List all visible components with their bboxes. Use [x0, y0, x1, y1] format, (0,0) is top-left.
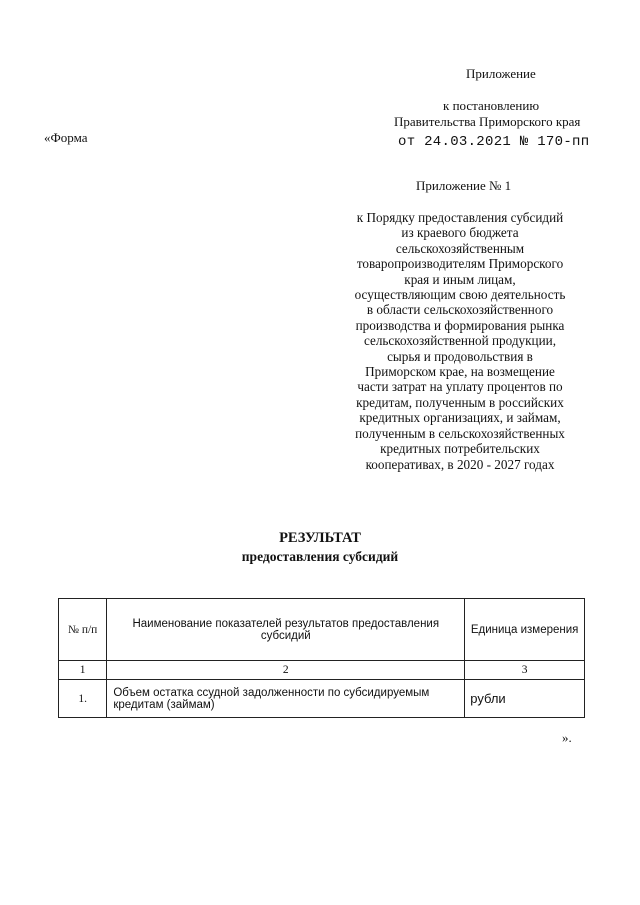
appendix-line: из краевого бюджета: [401, 225, 519, 241]
appendix-line: кредитных потребительских: [380, 441, 540, 457]
form-label: «Форма: [44, 130, 88, 145]
appendix-line: производства и формирования рынка: [355, 317, 565, 333]
numbering-cell: 2: [107, 661, 465, 680]
appendix-line: кооперативах, в 2020 - 2027 годах: [365, 456, 555, 472]
appendix-1-text: [330, 210, 590, 472]
government-label: Правительства Приморского края: [394, 114, 581, 129]
header-cell-unit: Единица измерения: [465, 599, 585, 661]
appendix-line: товаропроизводителям Приморского: [356, 256, 564, 272]
row-number-cell: 1.: [59, 680, 107, 718]
numbering-cell: 1: [59, 661, 107, 680]
appendix-1-title: Приложение № 1: [416, 178, 512, 193]
numbering-cell: 3: [465, 661, 585, 680]
appendix-label: Приложение: [466, 66, 536, 81]
table-row: [59, 680, 585, 718]
header-cell-number: № п/п: [59, 599, 107, 661]
appendix-line: кредитных организациях, и займам,: [359, 410, 561, 426]
table-header-row: [59, 599, 585, 661]
appendix-line: сырья и продовольствия в: [387, 348, 533, 364]
closing-quote: ».: [562, 730, 572, 745]
resolution-date-number: от 24.03.2021 № 170-пп: [398, 134, 590, 150]
appendix-line: Приморском крае, на возмещение: [365, 364, 555, 380]
row-indicator-cell: Объем остатка ссудной задолженности по субсидируемым кредитам (займам): [107, 680, 465, 718]
appendix-line: сельскохозяйственной продукции,: [363, 333, 557, 349]
results-table: [58, 598, 585, 718]
appendix-line: края и иным лицам,: [404, 271, 516, 287]
header-cell-indicator: Наименование показателей результатов предоставления субсидий: [107, 599, 465, 661]
appendix-line: сельскохозяйственным: [395, 240, 525, 256]
document-title: РЕЗУЛЬТАТ: [279, 530, 361, 546]
appendix-line: полученным в сельскохозяйственных: [355, 425, 565, 441]
appendix-line: осуществляющим свою деятельность: [354, 287, 566, 303]
document-subtitle: предоставления субсидий: [241, 549, 399, 564]
to-resolution-label: к постановлению: [443, 98, 540, 113]
appendix-line: к Порядку предоставления субсидий: [356, 210, 564, 225]
appendix-line: в области сельскохозяйственного: [366, 302, 554, 318]
table-numbering-row: [59, 661, 585, 680]
row-unit-cell: рубли: [465, 680, 585, 718]
appendix-line: кредитам, полученным в российских: [356, 394, 564, 410]
appendix-line: части затрат на уплату процентов по: [357, 379, 563, 395]
